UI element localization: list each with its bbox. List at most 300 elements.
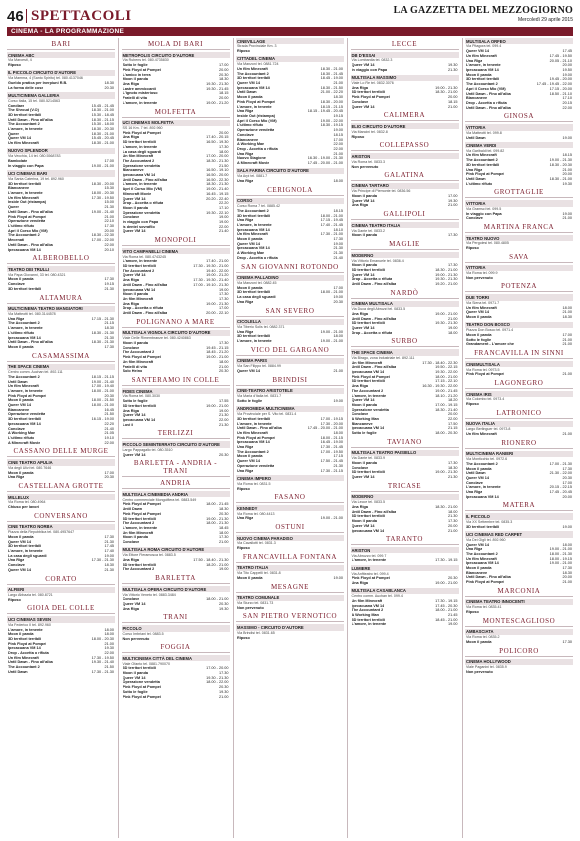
cinema-note: Riposo [237, 546, 250, 551]
film-showtimes: 17.30 - 19.50 [91, 195, 114, 200]
film-title: The Accountant 2 [466, 158, 498, 163]
cinema-address: Largo Abbazia tel. 080.8721 [8, 593, 53, 598]
city-heading: BARLETTA - ANDRIA - TRANI [122, 459, 230, 477]
film-showtimes: 19.50 [562, 68, 572, 72]
cinema-name: ELIO CIRCUITO D'AUTORE [351, 123, 459, 129]
film-title: Ipecacuana VM 14 [466, 561, 499, 566]
film-showtimes: 18.30 - 21.00 [549, 176, 572, 181]
film-title: L'amico in terra [122, 72, 151, 77]
cinema-note: Riposo [237, 635, 250, 640]
film-title: Drop - Accetta o rifiuta [351, 330, 393, 335]
cinema-address: Via Colombo tel. 0973.4 [466, 397, 505, 402]
cinema-note: Riposo [237, 486, 250, 491]
cinema-entry [351, 588, 459, 627]
film-title: Una Riga [122, 135, 139, 140]
cinema-entry [7, 459, 115, 480]
cinema-entry [465, 265, 573, 281]
film-row [465, 580, 573, 585]
film-title: Sotto le foglie [466, 337, 492, 342]
film-showtimes: 18.30 - 21.00 [91, 108, 114, 113]
film-title: Drop - Accetta o rifiuta [237, 255, 278, 260]
film-title: A Working Man [351, 613, 379, 618]
cinema-entry [236, 595, 344, 611]
film-title: L'amore, in tenente [351, 393, 387, 398]
film-showtimes: 18.30 - 20.00 [320, 99, 343, 104]
cinema-address: Via Santa Caterina, 19 tel. 892.960 [8, 176, 64, 181]
film-title: 3D territori terribili [466, 162, 500, 167]
film-title: 3D territori terribili [466, 524, 500, 529]
film-showtimes: 21.30 [218, 413, 229, 418]
film-title: Una Riga [237, 218, 254, 223]
film-showtimes: 17.30 - 18.40 - 22.30 [422, 360, 458, 365]
film-showtimes: 18.30 - 19.15 [320, 123, 343, 128]
cinema-entry [7, 92, 115, 146]
film-title: Queer VM 14 [466, 310, 490, 315]
cinema-entry [7, 587, 115, 603]
film-title: The Accountant 2 [8, 374, 40, 379]
film-title: L'amore, in tenente [122, 525, 158, 530]
programming-banner [7, 27, 573, 36]
film-showtimes: 20.00 [104, 228, 114, 233]
cinema-name: MULTISALA ROMA CIRCUITO D'AUTORE [122, 547, 230, 553]
film-title: Una Riga [122, 606, 139, 611]
film-showtimes: 18.30 - 21.30 [206, 158, 229, 163]
cinema-entry [351, 52, 459, 73]
cinema-entry [351, 123, 459, 139]
cinema-address: Via Manzoni tel. 0882.45 [237, 281, 277, 286]
film-showtimes: 21.30 [104, 539, 114, 544]
film-title: Queer VM 14 [237, 81, 261, 86]
cinema-name: VITTORIA [465, 124, 573, 130]
cinema-entry [236, 624, 344, 640]
film-title: 3D territori terribili [237, 416, 271, 421]
film-showtimes: 16.30 - 19.00 - 21.30 [307, 156, 343, 161]
film-showtimes: 20.00 [562, 63, 572, 68]
cinema-entry [236, 565, 344, 581]
film-title: Una Riga [237, 178, 254, 183]
cinema-name: TEATRO NUOVO [465, 235, 573, 241]
film-title: 3D territori terribili [351, 90, 385, 95]
cinema-address: Via Dante tel. 0833.9 [351, 456, 386, 461]
cinema-address: Via Pergolesi tel. 080.4805 [466, 241, 509, 246]
film-showtimes: 22.00 [104, 440, 114, 445]
film-title: The Accountant 2 [466, 551, 498, 556]
film-showtimes: 18.15 - 21.15 [320, 104, 343, 109]
film-title: Until Dawn - Fino all'alba [351, 509, 397, 514]
cinema-entry [236, 475, 344, 491]
cinema-name: DB D'ESSAI [351, 52, 459, 58]
film-title: Conclave [8, 563, 25, 568]
film-title: Sotto le foglie [122, 689, 148, 694]
film-title: Un film Minecraft [237, 66, 268, 71]
film-title: Moon il panda [8, 344, 34, 349]
film-showtimes: 17.15 [333, 454, 343, 459]
cinema-address: Via Anfiteatro tel. 099.4 [351, 571, 389, 576]
cinema-name: CINEMA PARIS [236, 358, 344, 364]
film-showtimes: 17.10 [218, 205, 229, 210]
film-showtimes: 21.30 [447, 514, 458, 519]
cinema-address: SS 16 Km. 7 tel. 892.960 [122, 126, 163, 130]
film-showtimes: 17.45 - 20.00 - 21.00 [307, 161, 343, 166]
film-showtimes: 21.00 [104, 641, 114, 646]
cinema-name: VITTORIA [465, 200, 573, 206]
film-row [122, 695, 230, 700]
film-showtimes: 21.00 - 22.20 [320, 90, 343, 95]
film-title: 3D territori terribili [237, 290, 271, 295]
film-showtimes: 18.00 - 20.30 [91, 636, 114, 641]
film-title: Una Riga [351, 581, 368, 586]
cinema-note: Riposo [466, 402, 479, 407]
film-showtimes: 22.00 [447, 417, 458, 422]
film-showtimes: 19.30 - 22.00 [435, 370, 458, 375]
cinema-name: UCI CINEMAS BARI [7, 170, 115, 176]
cinema-address: Via Marcesti, 4 [8, 58, 32, 63]
film-showtimes: 19.30 [562, 181, 572, 186]
city-heading: SAN GIOVANNI ROTONDO [236, 263, 344, 273]
film-showtimes: 19.30 [218, 606, 229, 611]
cinema-address: Via Cavallotti tel. 0831.3 [237, 541, 276, 546]
city-heading: GALLIPOLI [351, 210, 459, 220]
film-title: L'amore, in tenente [122, 259, 158, 264]
film-showtimes: 20.00 [447, 95, 458, 100]
film-showtimes: 19.30 - 21.30 [206, 675, 229, 680]
cinema-address: Largo Pappagallo tel. 080.3510 [122, 447, 173, 452]
cinema-address: Via Vittorio Veneto tel. 0883.3484 [122, 592, 176, 597]
film-title: Until Dawn - Fino all'alba [122, 311, 168, 316]
film-title: Conclave [8, 282, 25, 287]
film-title: Until Dawn [466, 135, 486, 140]
film-title: Conclave [237, 132, 254, 137]
film-showtimes: 17.00 [562, 480, 572, 485]
film-showtimes: 18.30 - 20.00 [91, 181, 114, 186]
film-row [122, 453, 230, 458]
cinema-address: Largo Berlinguer tel. 0973.8 [466, 427, 511, 432]
film-showtimes: 19.00 - 21.20 [206, 273, 229, 278]
film-title: Until Dawn - Fino all'alba [466, 91, 511, 96]
film-showtimes: 17.40 - 21.45 [320, 222, 343, 227]
cinema-name: MODERNO [351, 252, 459, 258]
film-showtimes: 21.00 [562, 167, 572, 172]
film-showtimes: 18.20 [447, 398, 458, 403]
cinema-name: ARISTON [351, 153, 459, 159]
cinema-entry [7, 524, 115, 573]
film-title: The Accountant 2 [8, 122, 40, 127]
film-title: L'ultimo rifiuto [8, 330, 35, 335]
film-row [122, 101, 230, 106]
film-showtimes: 19.00 - 21.00 [91, 163, 114, 168]
city-heading: CERIGNOLA [236, 186, 344, 196]
film-showtimes: 17.00 [333, 285, 343, 290]
cinema-address: Via Rubens tel. 080.4735830 [122, 58, 169, 63]
film-title: A Working Man [237, 251, 265, 256]
film-showtimes: 19.00 - 21.45 [435, 388, 458, 393]
film-showtimes: 18.00 [104, 627, 114, 632]
cinema-entry [236, 198, 344, 261]
cinema-entry [236, 38, 344, 54]
film-title: Drop - Accetta o rifiuta [122, 306, 164, 311]
city-heading: BARI [7, 40, 115, 50]
film-title: Biancaneve [122, 168, 144, 173]
cinema-address: Via Roma tel. 0833.3 [351, 159, 385, 164]
film-showtimes: 17.30 [562, 639, 572, 644]
film-title: 3D territori terribili [351, 379, 385, 384]
cinema-address: Via Duca degli Abruzzi tel. 0833.5 [351, 307, 406, 312]
film-showtimes: 18.00 - 22.00 [206, 680, 229, 685]
film-title: Conclave [466, 480, 483, 485]
film-showtimes: 21.30 [333, 251, 343, 256]
film-showtimes: 22.00 [104, 651, 114, 656]
film-showtimes: 18.15 [218, 91, 229, 96]
film-showtimes: 17.30 [447, 461, 458, 466]
cinema-note: Riposo [8, 598, 21, 603]
film-title: Pink Floyd at Pompei [351, 374, 390, 379]
film-title: Operazione vendetta [122, 210, 160, 215]
city-heading: TRANI [122, 613, 230, 623]
film-title: Until Dawn [237, 90, 257, 95]
film-showtimes: 19.00 - 21.00 [206, 355, 229, 360]
film-title: Operazione vendetta [122, 163, 160, 168]
film-title: Una Riga [237, 109, 254, 114]
cinema-address: Via Roma tel. 099.9 [466, 271, 498, 276]
film-title: Una Riga [237, 468, 254, 473]
film-showtimes: 19.45 - 20.00 [549, 77, 572, 82]
film-showtimes: 18.30 - 21.15 [91, 117, 114, 122]
cinema-address: Corso Italia, 15 tel. 080.5214563 [8, 98, 60, 103]
film-title: Una Riga [122, 82, 139, 86]
film-title: The Accountant 2 [122, 567, 155, 572]
film-title: A Minecraft Movie [237, 161, 270, 166]
page-number: 46 [7, 8, 24, 25]
cinema-entry [122, 441, 230, 457]
film-title: 3D territori terribili [237, 334, 271, 339]
film-title: 3D territori terribili [351, 470, 385, 475]
film-showtimes: 21.30 [447, 475, 458, 480]
film-title: 3D territori terribili [351, 617, 385, 622]
film-title: Pink Floyd at Pompei [8, 214, 47, 219]
film-title: Until Dawn - Fino all'alba [122, 177, 168, 182]
cinema-name: CINEMA IRIS [465, 391, 573, 397]
film-title: Conclave [8, 426, 25, 431]
film-row [122, 229, 230, 234]
film-showtimes: 20.00 [218, 130, 229, 135]
cinema-address: Via XX Settembre tel. 0835.3 [466, 519, 513, 524]
cinema-entry [122, 625, 230, 641]
film-row [7, 441, 115, 446]
film-row [7, 475, 115, 480]
cinema-name: CINE-TEATRO ARISTOTELE [236, 388, 344, 394]
film-showtimes: 17.00 - 20.00 [206, 154, 229, 159]
film-title: Queer VM 14 [8, 136, 32, 141]
film-title: L'amore, in tenente [237, 339, 272, 344]
cinema-entry [236, 505, 344, 521]
column-divider [347, 38, 348, 838]
cinema-address: Via Roma tel. 0973.5 [466, 367, 500, 372]
film-showtimes: 21.30 [447, 67, 458, 72]
film-showtimes: 20.00 [447, 523, 458, 528]
cinema-name: ANDROMEDA MULTICINEMA [236, 406, 344, 412]
film-showtimes: 17.30 [218, 296, 229, 301]
film-showtimes: 18.30 [333, 95, 343, 100]
film-title: Un film Minecraft [237, 430, 268, 435]
film-showtimes: 18.15 [562, 153, 572, 158]
cinema-entry [236, 275, 344, 305]
film-title: Moon il panda [8, 398, 34, 403]
film-showtimes: 17.15 - 20.00 [549, 86, 572, 91]
film-title: Ipecacuana VM 14 [8, 646, 41, 651]
film-showtimes: 20.00 - 22.10 [206, 311, 229, 316]
film-title: Una Riga [237, 445, 254, 450]
cinema-name: CINE TEATRO NORBA [7, 524, 115, 530]
cinema-entry [236, 388, 344, 404]
cinema-address: Viale Lo Re tel. 0832.3076 [351, 81, 394, 86]
film-title: The Accountant 2 [122, 158, 155, 163]
film-title: Biancaneve [8, 186, 30, 191]
city-heading: LATRONICO [465, 409, 573, 419]
cinema-name: MULTISALA OPERA CIRCUITO D'AUTORE [122, 586, 230, 592]
city-heading: ANDRIA [122, 479, 230, 489]
film-showtimes: 17.30 [218, 144, 229, 149]
cinema-note: Non pervenuto [466, 670, 493, 675]
film-title: La casa degli sguardi [8, 553, 47, 558]
film-showtimes: 18.30 - 20.30 [91, 127, 114, 132]
film-showtimes: 18.30 - 21.00 [435, 90, 458, 95]
programming-banner-title: CINEMA - LA PROGRAMMAZIONE [11, 28, 125, 35]
film-showtimes: 18.15 - 19.45 - 20.45 [307, 109, 343, 114]
film-showtimes: 19.00 - 21.40 [206, 187, 229, 192]
film-title: Una Riga [351, 384, 368, 389]
film-showtimes: 19.00 - 21.00 [206, 403, 229, 408]
cinema-entry [465, 391, 573, 407]
film-title: Moon il panda [8, 534, 34, 539]
film-title: Conclave [122, 597, 140, 602]
film-title: Queer VM 14 [8, 403, 32, 408]
film-showtimes: 17.30 [104, 277, 114, 282]
film-title: Queer VM 14 [122, 601, 146, 606]
film-showtimes: 17.50 [447, 421, 458, 426]
film-title: L'amore, in tenente [8, 191, 43, 196]
cinema-name: THE SPACE CINEMA [7, 364, 115, 370]
film-title: Pink Floyd at Pompei [122, 685, 161, 690]
section-title: SPETTACOLI [31, 8, 132, 24]
film-showtimes: 20.30 [104, 393, 114, 398]
film-title: Until Dawn - Fino all'alba [466, 575, 511, 580]
film-title: 3D territori terribili [8, 636, 42, 641]
film-showtimes: 18.00 - 21.00 [91, 388, 114, 393]
film-title: Una Riga [351, 311, 368, 316]
film-title: Queer VM 14 [351, 272, 375, 277]
film-showtimes: 18.00 [218, 359, 229, 364]
film-title: Una Riga [351, 505, 368, 510]
cinema-address: Via Roma tel. 080.4964 [8, 500, 46, 505]
film-showtimes: 19.00 - 21.40 [91, 209, 114, 214]
film-title: 3D territori terribili [122, 516, 156, 521]
film-showtimes: 19.15 [333, 114, 343, 118]
cinema-name: CINEMA TARTARO [351, 183, 459, 189]
film-title: L'ultimo rifiuto [237, 123, 264, 128]
film-title: Queer VM 14 [122, 196, 146, 201]
cinema-address: Via Arpi tel. 0881.7 [237, 174, 268, 179]
film-title: L'ultimo rifiuto [8, 435, 35, 440]
film-title: Apri il Corso Mio (VM) [237, 118, 277, 123]
film-title: The Accountant 2 [466, 82, 498, 87]
film-title: Un film Minecraft [466, 53, 497, 58]
cinema-entry [351, 153, 459, 169]
film-showtimes: 18.30 - 21.00 [91, 141, 114, 146]
film-showtimes: 19.00 [447, 326, 458, 331]
film-showtimes: 20.30 [218, 685, 229, 690]
film-showtimes: 18.30 [104, 563, 114, 568]
film-row [122, 607, 230, 612]
film-title: Queer VM 14 [351, 475, 375, 480]
cinema-address: Via Manzoni tel. 0881.724 [237, 62, 279, 67]
film-showtimes: 17.30 [104, 534, 114, 539]
film-showtimes: 20.00 [218, 96, 229, 101]
film-showtimes: 17.40 - 20.15 [206, 135, 229, 140]
cinema-name: SALA FARINA CIRCUITO D'AUTORE [236, 168, 344, 174]
film-showtimes: 17.30 [104, 344, 114, 349]
cinema-name: CINEMA TEATRO INNOCENTI [465, 599, 573, 605]
film-showtimes: 21.30 [333, 246, 343, 251]
film-title: Un film Minecraft [8, 655, 39, 660]
city-heading: MESAGNE [236, 583, 344, 593]
film-showtimes: 22.00 [333, 142, 343, 147]
film-title: Until Dawn [466, 471, 486, 476]
film-showtimes: 21.00 [562, 342, 572, 347]
film-showtimes: 18.00 - 20.30 [435, 431, 458, 436]
film-showtimes: 18.30 [562, 570, 572, 575]
film-showtimes: 17.00 - 19.15 [320, 416, 343, 421]
film-showtimes: 19.00 [333, 241, 343, 246]
film-showtimes: 18.20 - 21.00 [206, 562, 229, 567]
film-title: Conclave [351, 412, 369, 417]
film-showtimes: 17.45 - 20.30 [435, 603, 458, 608]
cinema-note: Riposo [351, 134, 365, 139]
cinema-entry [351, 349, 459, 435]
film-title: Una Riga [466, 490, 483, 495]
city-heading: LAGONEGRO [465, 379, 573, 389]
film-showtimes: 18.00 - 21.45 [206, 502, 229, 507]
film-showtimes: 17.30 [447, 519, 458, 524]
listing-column [122, 38, 230, 838]
cinema-entry [122, 248, 230, 316]
film-row [236, 161, 344, 166]
film-row [122, 423, 230, 428]
film-title: L'amore, in tenente [8, 326, 43, 331]
film-showtimes: 17.30 [104, 224, 114, 228]
film-title: Operazione vendetta [237, 128, 275, 133]
film-title: The Accountant 2 [122, 268, 155, 273]
film-title: L'amore, in tenente [122, 100, 158, 105]
film-showtimes: 21.00 [562, 431, 572, 436]
cinema-address: Via Roma tel. 080.3030 [122, 394, 160, 399]
film-showtimes: 16.50 - 20.00 [206, 173, 229, 178]
film-row [7, 568, 115, 573]
film-showtimes: 18.00 - 21.00 [435, 374, 458, 379]
film-showtimes: 21.40 [104, 426, 114, 431]
film-row [351, 581, 459, 586]
film-showtimes: 17.00 - 19.15 [435, 402, 458, 407]
film-title: Until Dawn - Fino all'alba [351, 282, 397, 287]
film-showtimes: 19.00 - 22.00 [320, 118, 343, 123]
film-showtimes: 20.30 [104, 85, 114, 90]
film-showtimes: 19.30 - 21.30 [435, 277, 458, 282]
film-showtimes: 18.30 [104, 326, 114, 331]
film-title: Queer VM 14 [466, 49, 490, 54]
film-showtimes: 19.00 [104, 553, 114, 558]
cinema-name: MULTICINEMA CITTÀ DEL CINEMA [122, 655, 230, 661]
film-showtimes: 20.00 [562, 172, 572, 177]
film-showtimes: 21.30 [104, 286, 114, 291]
